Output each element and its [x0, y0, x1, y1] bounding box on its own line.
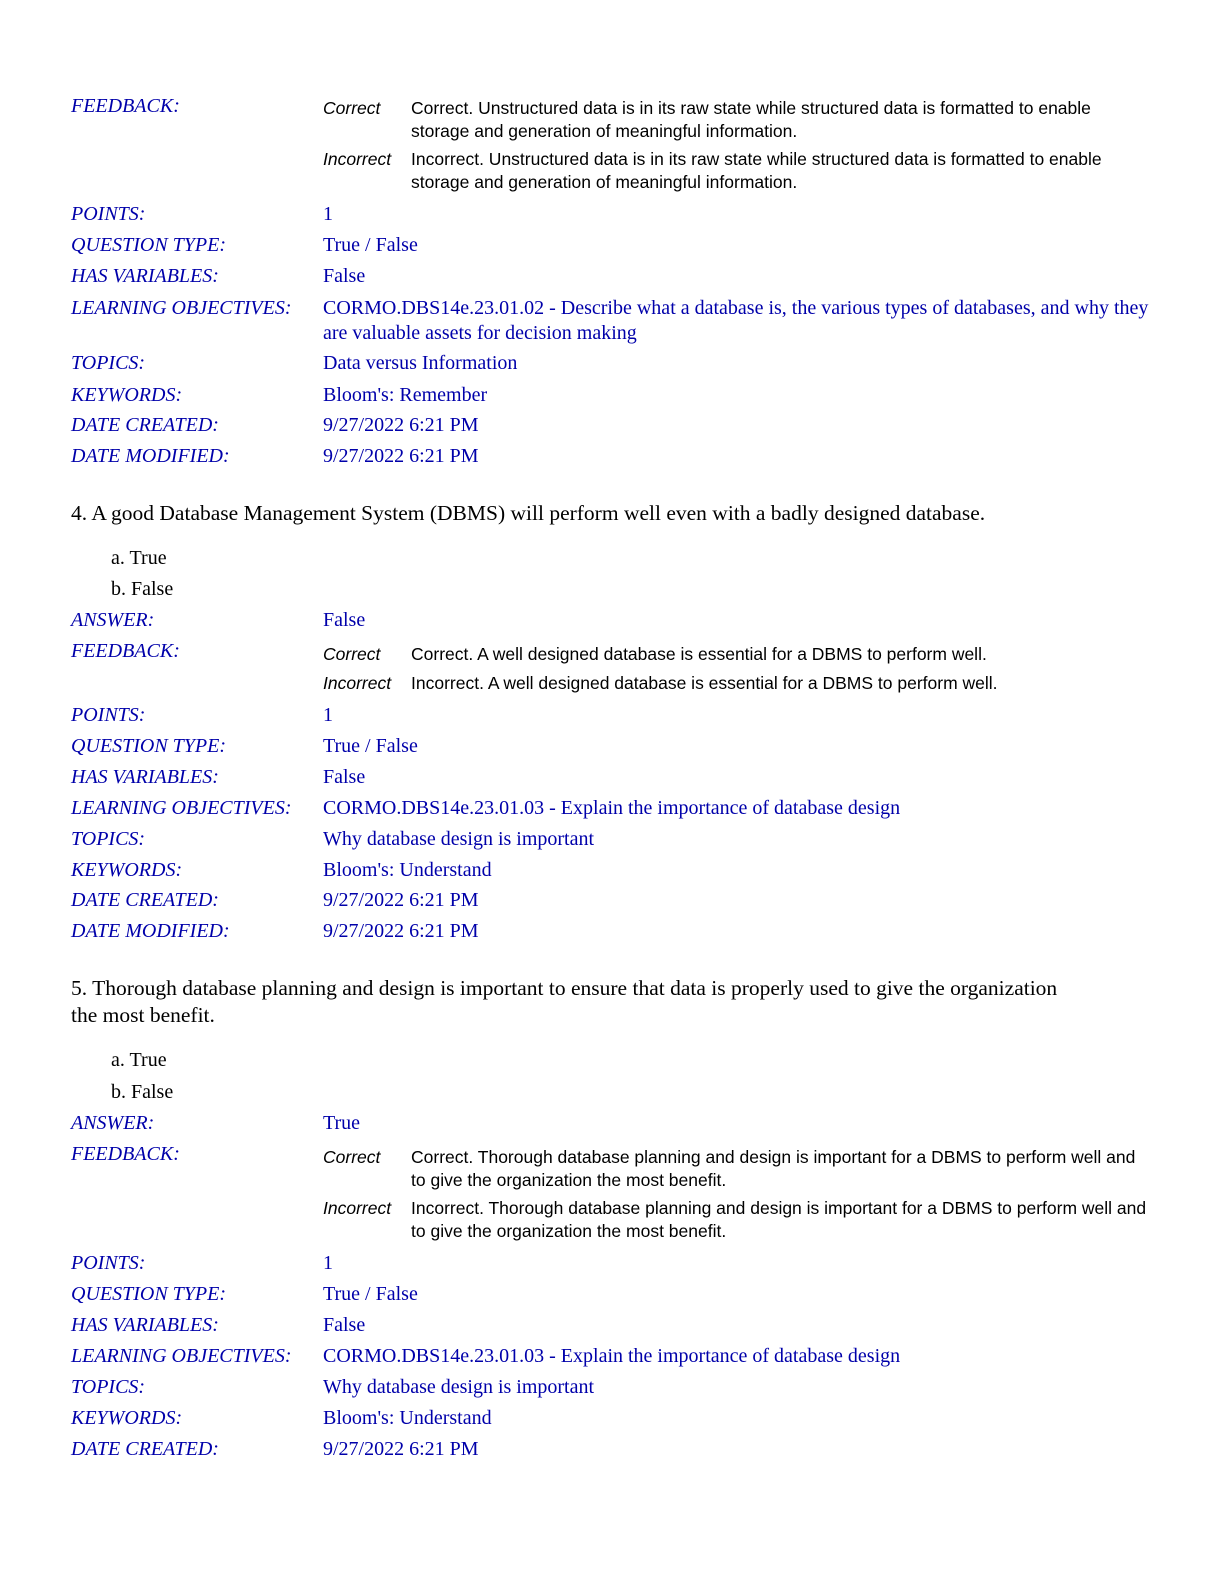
keywords-label: KEYWORDS:: [71, 384, 183, 406]
q3-feedback-correct-text: Correct. Unstructured data is in its raw state while structured data is formatted to enable storage and generation of meaningful information.: [411, 98, 1091, 141]
keywords-label: KEYWORDS:: [71, 859, 183, 881]
learning-objectives-label: LEARNING OBJECTIVES:: [71, 297, 292, 319]
q4-topics: Why database design is important: [323, 828, 595, 850]
q3-keywords: Bloom's: Remember: [323, 384, 488, 406]
q5-option-a: a. True: [111, 1049, 167, 1071]
correct-label: Correct: [323, 1147, 381, 1167]
answer-label: ANSWER:: [71, 609, 155, 631]
q4-date-created: 9/27/2022 6:21 PM: [323, 889, 479, 911]
learning-objectives-label: LEARNING OBJECTIVES:: [71, 1345, 292, 1367]
q3-question-type: True / False: [323, 234, 418, 256]
has-variables-label: HAS VARIABLES:: [71, 766, 219, 788]
q3-points: 1: [323, 203, 333, 225]
q5-points: 1: [323, 1252, 333, 1274]
q4-option-a: a. True: [111, 547, 167, 569]
correct-label: Correct: [323, 644, 381, 664]
q5-option-b: b. False: [111, 1081, 174, 1103]
keywords-label: KEYWORDS:: [71, 1407, 183, 1429]
has-variables-label: HAS VARIABLES:: [71, 265, 219, 287]
q4-question: 4. A good Database Management System (DBMS) will perform well even with a badly designed database.: [71, 501, 986, 525]
topics-label: TOPICS:: [71, 1376, 146, 1398]
q5-answer: True: [323, 1112, 361, 1134]
q3-date-modified: 9/27/2022 6:21 PM: [323, 445, 479, 467]
q4-date-modified: 9/27/2022 6:21 PM: [323, 920, 479, 942]
answer-label: ANSWER:: [71, 1112, 155, 1134]
q5-has-variables: False: [323, 1314, 366, 1336]
date-created-label: DATE CREATED:: [71, 414, 219, 436]
q4-has-variables: False: [323, 766, 366, 788]
q5-keywords: Bloom's: Understand: [323, 1407, 492, 1429]
topics-label: TOPICS:: [71, 828, 146, 850]
points-label: POINTS:: [71, 704, 146, 726]
has-variables-label: HAS VARIABLES:: [71, 1314, 219, 1336]
date-created-label: DATE CREATED:: [71, 889, 219, 911]
q5-feedback-correct-text: Correct. Thorough database planning and design is important for a DBMS to perform well and to give the organization the most benefit.: [411, 1147, 1136, 1190]
q3-date-created: 9/27/2022 6:21 PM: [323, 414, 479, 436]
feedback-label: FEEDBACK:: [71, 640, 180, 662]
date-modified-label: DATE MODIFIED:: [71, 445, 230, 467]
q5-feedback-incorrect-text: Incorrect. Thorough database planning and design is important for a DBMS to perform well and to give the organization the most benefit.: [411, 1198, 1147, 1241]
incorrect-label: Incorrect: [323, 1198, 392, 1218]
question-type-label: QUESTION TYPE:: [71, 735, 227, 757]
q4-feedback-correct-text: Correct. A well designed database is essential for a DBMS to perform well.: [411, 644, 987, 664]
q5-question-type: True / False: [323, 1283, 418, 1305]
q4-option-b: b. False: [111, 578, 174, 600]
q4-feedback-incorrect-text: Incorrect. A well designed database is essential for a DBMS to perform well.: [411, 673, 998, 693]
date-modified-label: DATE MODIFIED:: [71, 920, 230, 942]
q5-learning-objectives: CORMO.DBS14e.23.01.03 - Explain the importance of database design: [323, 1345, 901, 1367]
q4-learning-objectives: CORMO.DBS14e.23.01.03 - Explain the importance of database design: [323, 797, 901, 819]
question-type-label: QUESTION TYPE:: [71, 234, 227, 256]
learning-objectives-label: LEARNING OBJECTIVES:: [71, 797, 292, 819]
q4-points: 1: [323, 704, 333, 726]
points-label: POINTS:: [71, 203, 146, 225]
topics-label: TOPICS:: [71, 352, 146, 374]
incorrect-label: Incorrect: [323, 149, 392, 169]
q3-learning-objectives: CORMO.DBS14e.23.01.02 - Describe what a database is, the various types of databases, and why they are valuable assets for decision making: [323, 297, 1149, 344]
points-label: POINTS:: [71, 1252, 146, 1274]
incorrect-label: Incorrect: [323, 673, 392, 693]
q3-feedback-incorrect-text: Incorrect. Unstructured data is in its raw state while structured data is formatted to enable storage and generation of meaningful information.: [411, 149, 1102, 192]
q3-has-variables: False: [323, 265, 366, 287]
q5-date-created: 9/27/2022 6:21 PM: [323, 1438, 479, 1460]
date-created-label: DATE CREATED:: [71, 1438, 219, 1460]
feedback-label: FEEDBACK:: [71, 1143, 180, 1165]
q3-topics: Data versus Information: [323, 352, 518, 374]
q4-question-type: True / False: [323, 735, 418, 757]
q4-keywords: Bloom's: Understand: [323, 859, 492, 881]
q4-answer: False: [323, 609, 366, 631]
q5-topics: Why database design is important: [323, 1376, 595, 1398]
question-type-label: QUESTION TYPE:: [71, 1283, 227, 1305]
feedback-label: FEEDBACK:: [71, 95, 180, 117]
correct-label: Correct: [323, 98, 381, 118]
q5-question: 5. Thorough database planning and design is important to ensure that data is properly used to give the organization the most benefit.: [71, 976, 1058, 1027]
